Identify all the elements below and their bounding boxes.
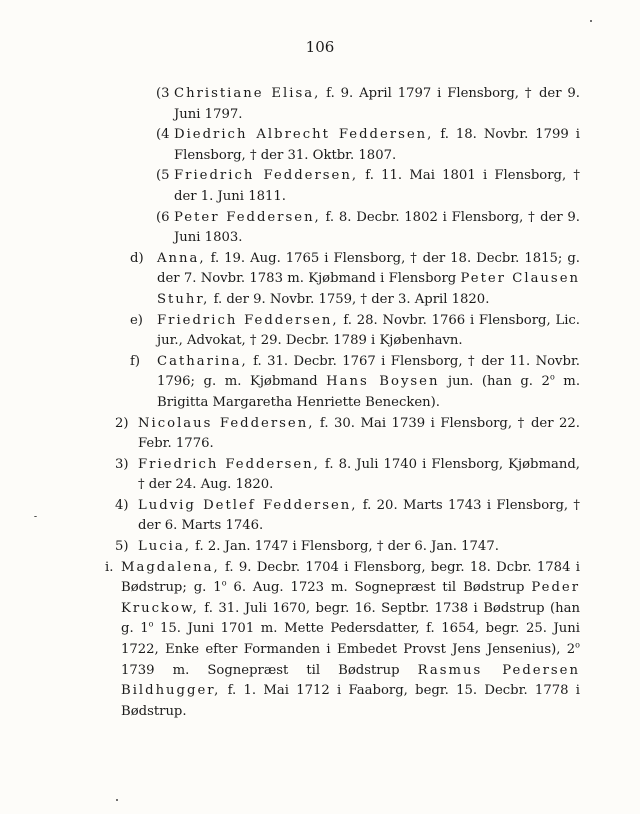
entry-text: f. 30. Mai 1739 i Flensborg, † der 22. Febr. 1776. xyxy=(138,415,580,452)
entry-text: f. 19. Aug. 1765 i Flensborg, † der 18. Decbr. 1815; g. der 7. Novbr. 1783 m. Kjøbmand i Flensborg xyxy=(157,250,580,287)
person-name: Peter Feddersen, xyxy=(174,209,321,225)
spouse-name: Hans Boysen xyxy=(326,374,440,390)
entry-text: f. 8. Juli 1740 i Flensborg, Kjøbmand, † der 24. Aug. 1820. xyxy=(138,456,580,493)
entry-text: 15. Juni 1701 m. Mette Pedersdatter, f. 1654, begr. 25. Juni 1722, Enke efter Formanden i Embedet Provst Jens Jensenius), 2 xyxy=(121,621,580,658)
entry-text: f. 11. Mai 1801 i Flensborg, † der 1. Juni 1811. xyxy=(174,168,580,204)
entry-text: f. 31. Juli 1670, begr. 16. Septbr. 1738 i Bødstrup (han g. 1 xyxy=(121,600,580,637)
entry-friedrich-1801 xyxy=(156,166,580,207)
entry-marker: 5) xyxy=(115,539,129,555)
entry-text: f. 9. April 1797 i Flensborg, † der 9. Juni 1797. xyxy=(174,86,580,122)
entry-marker: 4) xyxy=(115,497,129,513)
person-name: Anna, xyxy=(157,250,206,266)
entry-marker: (3 xyxy=(156,86,170,101)
scan-speck xyxy=(590,20,592,22)
entry-friedrich-1740 xyxy=(115,455,580,496)
entry-text: f. 28. Novbr. 1766 i Flensborg, Lic. jur., Advokat, † 29. Decbr. 1789 i Kjøbenhavn. xyxy=(157,312,581,349)
entry-text: f. 18. Novbr. 1799 i Flensborg, † der 31. Oktbr. 1807. xyxy=(174,127,580,163)
entry-ludvig-detlef xyxy=(115,496,581,537)
ordinal-sup: o xyxy=(575,640,580,650)
spouse-name: Rasmus Pedersen Bildhugger, xyxy=(121,662,580,699)
entry-text: m. Brigitta Margaretha Henriette Benecken). xyxy=(157,374,581,410)
entry-marker: e) xyxy=(130,312,143,328)
entry-text: 6. Aug. 1723 m. Sognepræst til Bødstrup xyxy=(226,580,532,596)
entry-text: jun. (han g. 2 xyxy=(439,374,550,390)
entry-catharina xyxy=(130,352,581,414)
entry-text: f. 9. Decbr. 1704 i Flensborg, begr. 18. Dcbr. 1784 i Bødstrup; g. 1 xyxy=(121,559,580,596)
entry-marker: (4 xyxy=(156,127,170,143)
scan-speck xyxy=(34,516,37,517)
person-name: Friedrich Feddersen, xyxy=(157,312,339,328)
person-name: Catharina, xyxy=(157,353,248,369)
entry-text: 1739 m. Sognepræst til Bødstrup xyxy=(121,662,418,678)
entry-marker: d) xyxy=(130,250,144,266)
spouse-name: Peder Kruckow, xyxy=(121,580,581,616)
entry-diedrich-albrecht xyxy=(156,125,580,166)
ordinal-sup: o xyxy=(221,578,227,588)
entry-anna xyxy=(130,249,580,311)
person-name: Magdalena, xyxy=(121,559,220,575)
entry-text: f. der 9. Novbr. 1759, † der 3. April 1820. xyxy=(209,291,490,307)
person-name: Ludvig Detlef Feddersen, xyxy=(138,497,358,513)
ordinal-sup: o xyxy=(148,620,154,630)
entry-marker: 3) xyxy=(115,456,129,472)
entry-lucia xyxy=(115,537,580,558)
entry-christiane-elisa xyxy=(156,84,580,125)
entry-marker: (6 xyxy=(156,209,170,225)
entry-text: f. 8. Decbr. 1802 i Flensborg, † der 9. Juni 1803. xyxy=(174,209,580,246)
ordinal-sup: o xyxy=(549,372,555,382)
entry-marker: (5 xyxy=(156,168,170,184)
entry-marker: f) xyxy=(130,353,141,369)
genealogy-entries xyxy=(0,84,640,722)
person-name: Nicolaus Feddersen, xyxy=(138,415,315,431)
person-name: Friedrich Feddersen, xyxy=(138,456,320,472)
entry-text: f. 31. Decbr. 1767 i Flensborg, † der 11. Novbr. 1796; g. m. Kjøbmand xyxy=(157,353,580,390)
entry-text: f. 2. Jan. 1747 i Flensborg, † der 6. Jan. 1747. xyxy=(190,539,499,555)
spouse-name: Peter Clausen Stuhr, xyxy=(157,271,580,307)
entry-magdalena xyxy=(105,558,581,723)
entry-nicolaus xyxy=(115,414,580,455)
person-name: Lucia, xyxy=(138,539,191,555)
person-name: Friedrich Feddersen, xyxy=(174,168,359,184)
entry-marker: i. xyxy=(105,559,114,575)
entry-text: f. 1. Mai 1712 i Faaborg, begr. 15. Decbr. 1778 i Bødstrup. xyxy=(121,683,580,719)
entry-friedrich-1766 xyxy=(130,311,581,352)
entry-text: f. 20. Marts 1743 i Flensborg, † der 6. Marts 1746. xyxy=(138,497,581,534)
entry-marker: 2) xyxy=(115,415,129,431)
page-number: 106 xyxy=(305,38,335,56)
scan-speck xyxy=(116,799,118,801)
entry-peter xyxy=(156,208,580,249)
person-name: Christiane Elisa, xyxy=(174,86,321,101)
person-name: Diedrich Albrecht Feddersen, xyxy=(174,127,434,143)
